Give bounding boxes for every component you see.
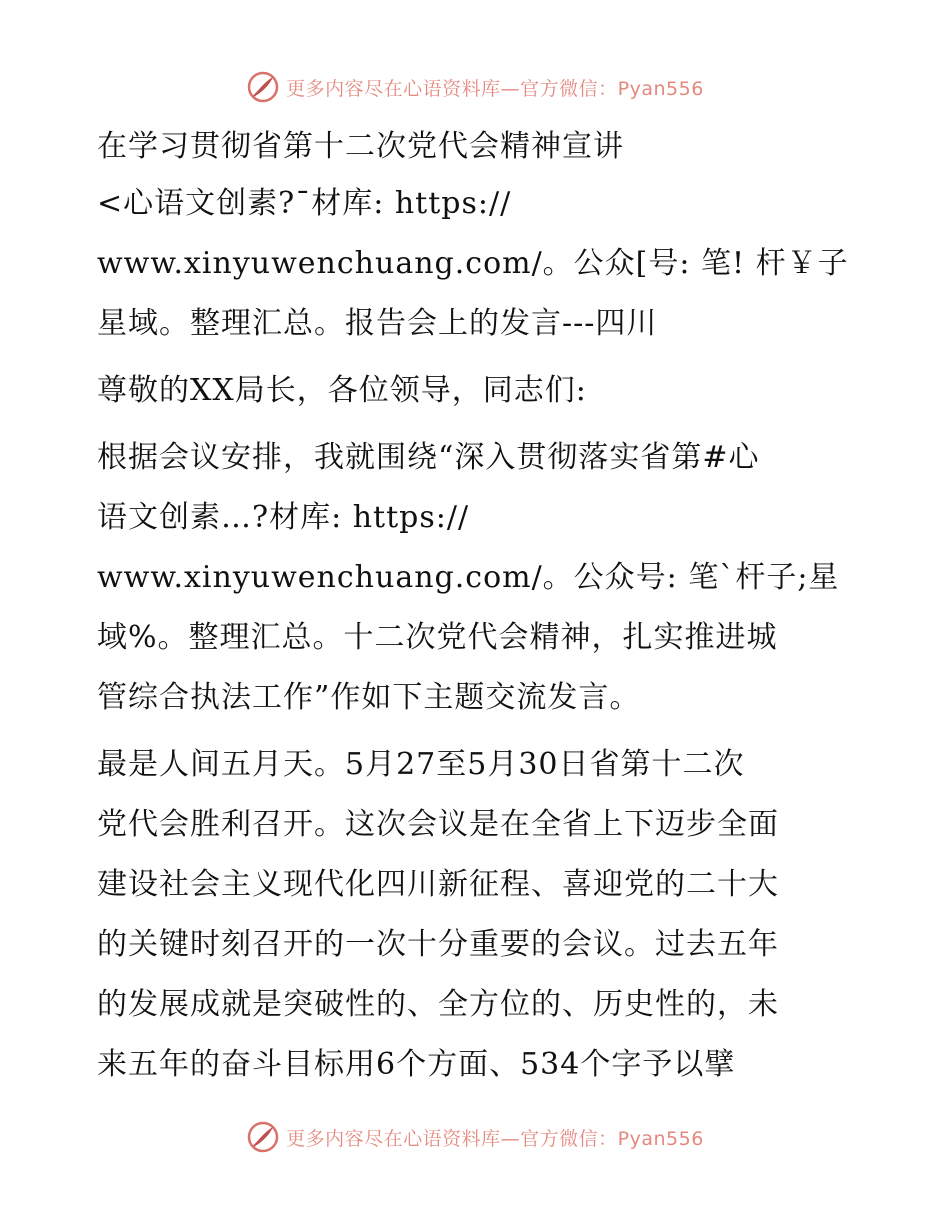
paragraph-line: 党代会胜利召开。这次会议是在全省上下迈步全面	[97, 807, 779, 842]
header-watermark-text: 更多内容尽在心语资料库—官方微信：Pyan556	[286, 77, 704, 100]
paragraph-line: 域%。整理汇总。十二次党代会精神，扎实推进城	[97, 620, 778, 655]
paragraph-line: 的发展成就是突破性的、全方位的、历史性的，未	[97, 987, 779, 1022]
footer-watermark	[0, 1120, 950, 1154]
paragraph-line: 的关键时刻召开的一次十分重要的会议。过去五年	[97, 927, 779, 962]
document-body	[97, 120, 857, 1080]
paragraph-line: 语文创素…?材库: https://	[97, 500, 470, 535]
paragraph-line: 来五年的奋斗目标用6个方面、534个字予以擘	[97, 1047, 736, 1082]
footer-watermark-text: 更多内容尽在心语资料库—官方微信：Pyan556	[286, 1127, 704, 1150]
paragraph-line: 建设社会主义现代化四川新征程、喜迎党的二十大	[97, 867, 779, 902]
quill-logo-icon	[246, 70, 280, 104]
paragraph-line: 最是人间五月天。5月27至5月30日省第十二次	[97, 747, 745, 782]
paragraph-line: 管综合执法工作”作如下主题交流发言。	[97, 680, 641, 715]
paragraph-line: 星域。整理汇总。报告会上的发言---四川	[97, 306, 658, 341]
paragraph-line: <心语文创素?¯材库: https://	[97, 186, 512, 221]
header-watermark	[0, 70, 950, 104]
paragraph-line: www.xinyuwenchuang.com/。公众[号: 笔! 杆￥子	[97, 246, 849, 281]
quill-logo-icon	[246, 1120, 280, 1154]
paragraph-line: www.xinyuwenchuang.com/。公众号: 笔`杆子;星	[97, 560, 840, 595]
salutation: 尊敬的XX局长，各位领导，同志们:	[97, 373, 587, 408]
document-title: 在学习贯彻省第十二次党代会精神宣讲	[97, 129, 624, 164]
paragraph-line: 根据会议安排，我就围绕“深入贯彻落实省第#心	[97, 440, 760, 475]
